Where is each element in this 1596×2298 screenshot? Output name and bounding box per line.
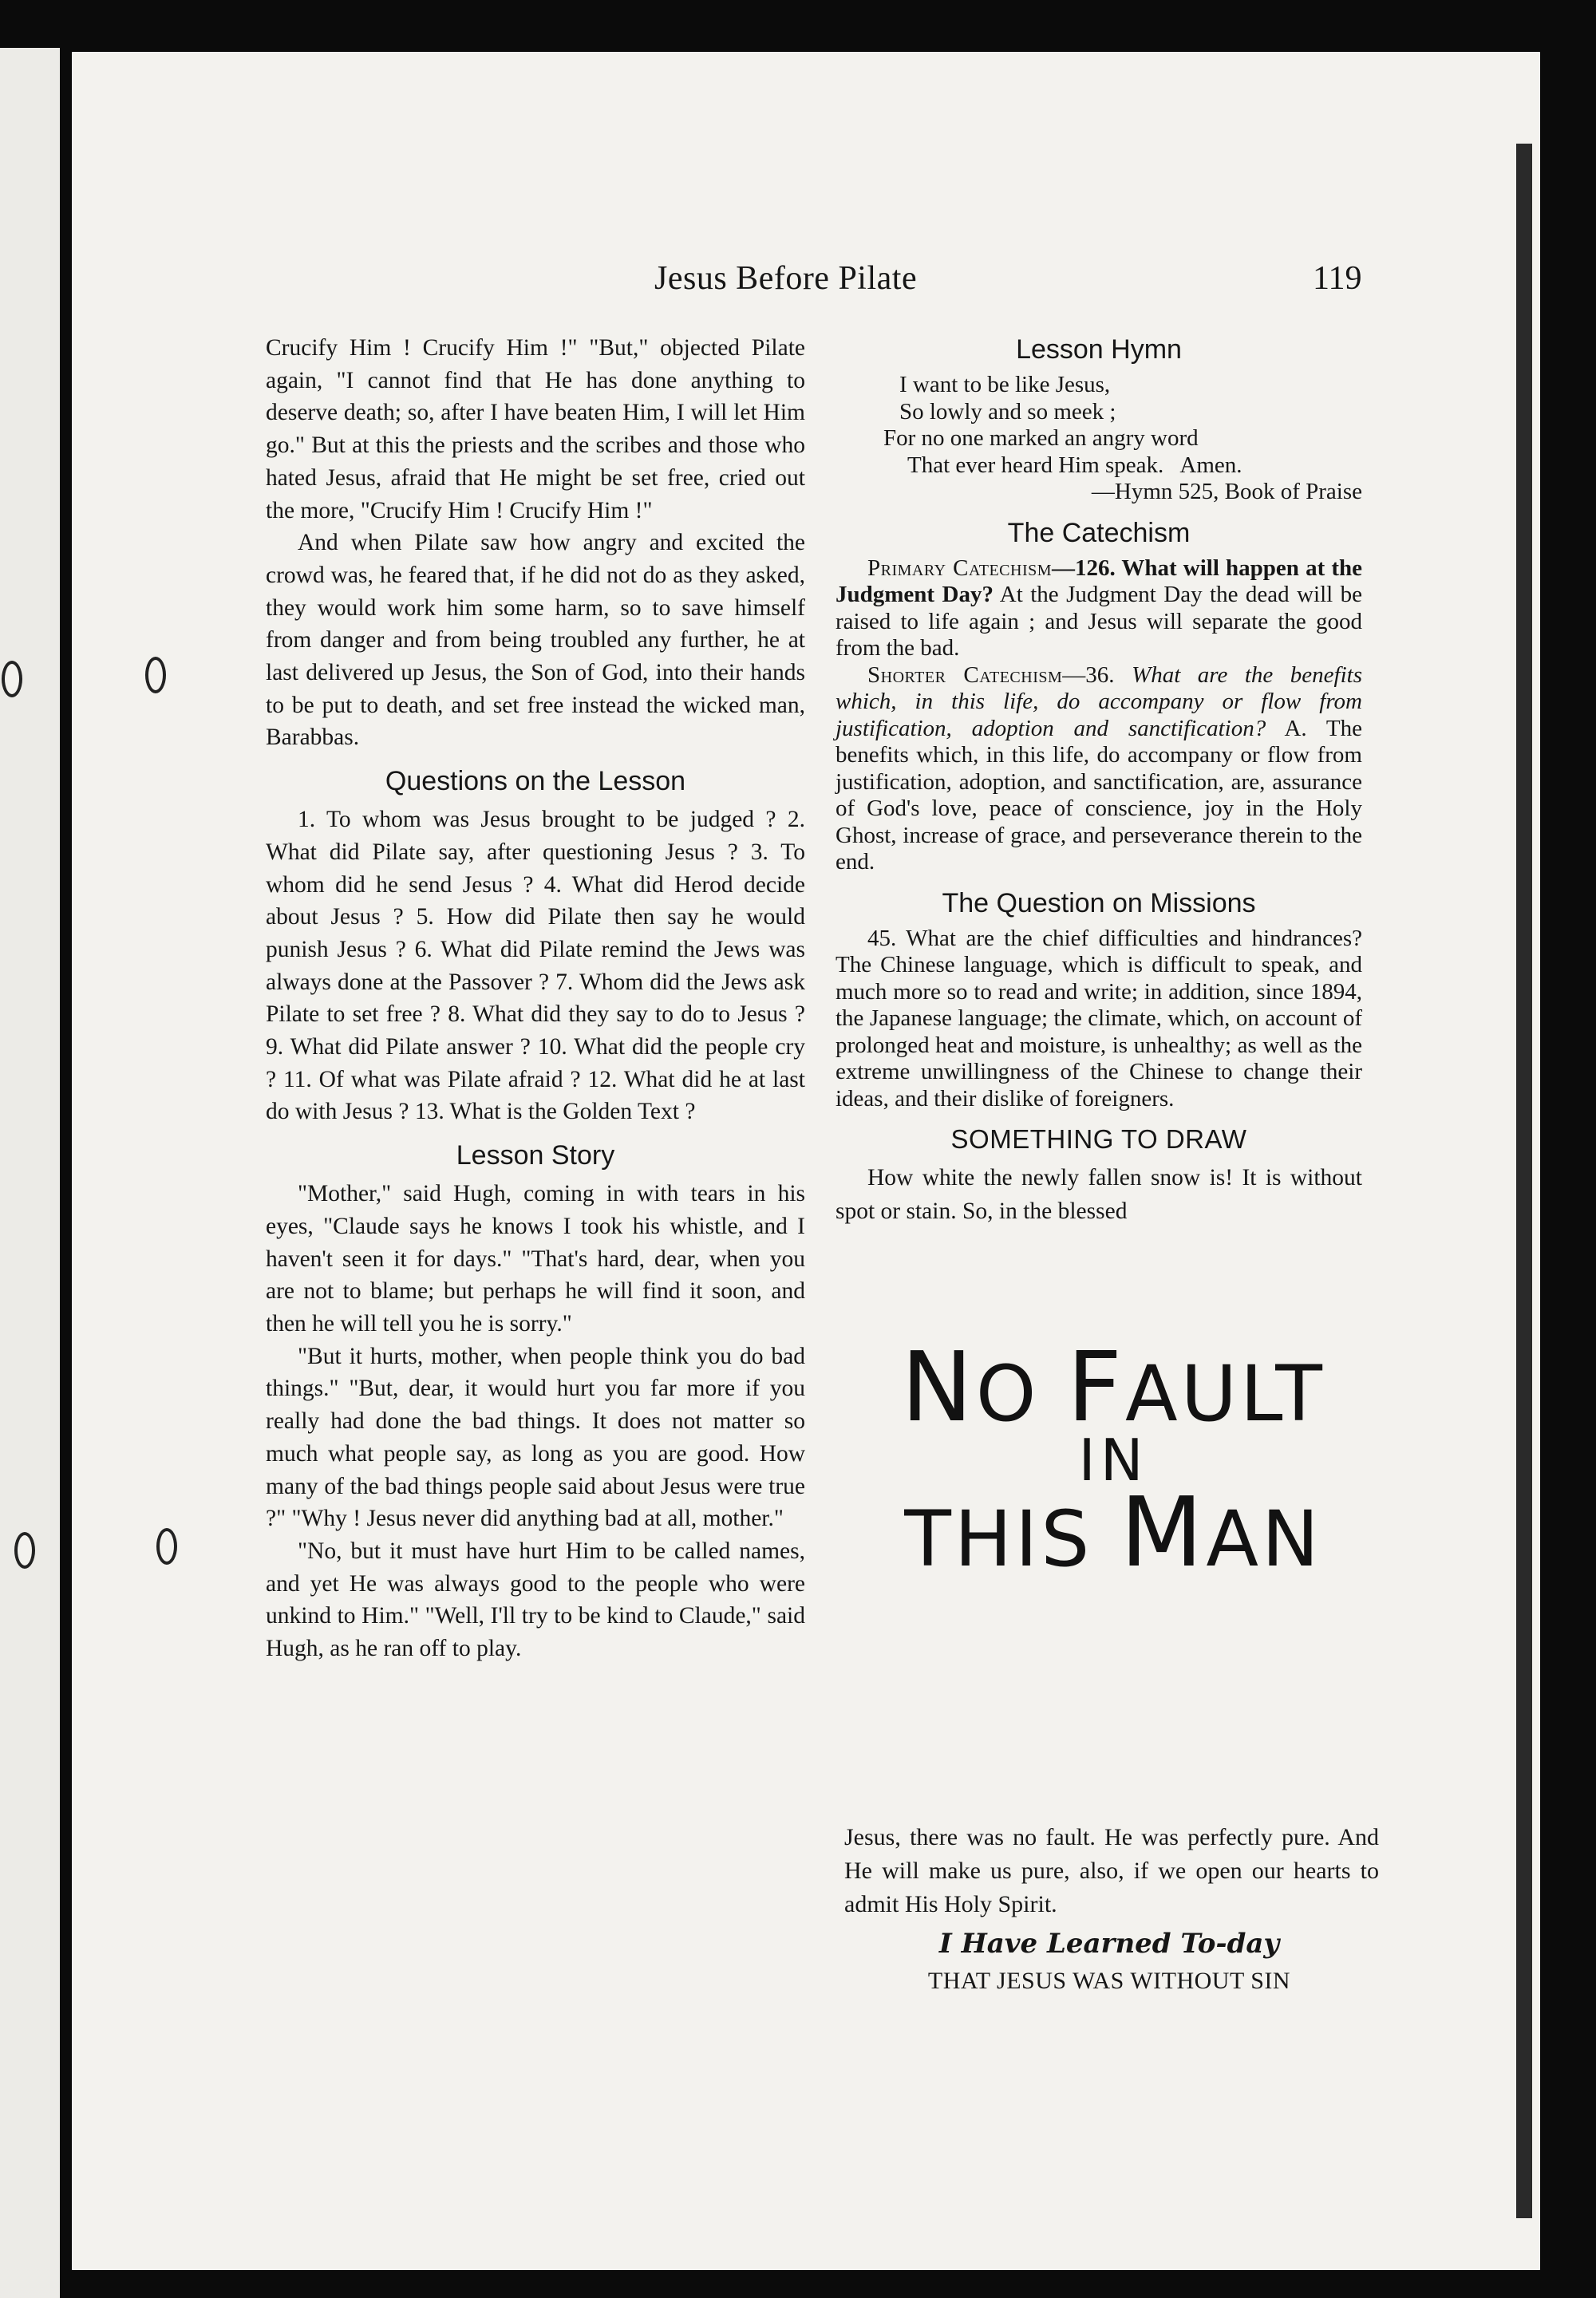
poster-line: THIS MAN (904, 1478, 1322, 1589)
hymn-line: I want to be like Jesus, (899, 372, 1111, 397)
punch-hole (2, 661, 22, 697)
shorter-catechism (836, 662, 1362, 876)
shorter-catechism-question: What are the benefits which, in this life, do accompany or flow from justification, adoption and sanctification? (836, 661, 1363, 741)
left-column (266, 332, 805, 1665)
poster-line: IN (1078, 1427, 1148, 1494)
primary-catechism-answer: At the Judgment Day the dead will be raised to life again ; and Jesus will separate the good from the bad. (836, 582, 1362, 661)
missions-text: 45. What are the chief difficulties and hindrances? The Chinese language, which is difficult to speak, and much more so to read and write; in addition, since 1894, the Japanese language; the climate, which, on account of prolonged heat and moisture, is unhealthy; as well as the extreme unwillingness of the Chinese to change their ideas, and their dislike of foreigners. (836, 925, 1362, 1111)
punch-hole (14, 1532, 35, 1569)
punch-hole (156, 1528, 177, 1565)
hymn-line: That ever heard Him speak. Amen. (907, 452, 1242, 478)
hymn-attribution: —Hymn 525, Book of Praise (1091, 479, 1362, 504)
story-heading: Lesson Story (456, 1140, 615, 1171)
draw-tail: Jesus, there was no fault. He was perfectly pure. And He will make us pure, also, if we open our hearts to admit His Holy Spirit. (844, 1824, 1379, 1917)
shorter-catechism-label: Shorter Catechism (867, 661, 1063, 688)
missions-heading: The Question on Missions (942, 887, 1256, 918)
running-title: Jesus Before Pilate (654, 260, 918, 297)
no-fault-poster (890, 1333, 1337, 1589)
hymn-line: For no one marked an angry word (883, 425, 1199, 451)
questions-text: 1. To whom was Jesus brought to be judged ? 2. What did Pilate say, after questioning Jesus ? 3. To whom did he send Jesus ? 4. What did Herod decide about Jesus ? 5. How did Pilate then say he would punish Jesus ? 6. What did Pilate remind the Jews was always done at the Passover ? 7. Whom did the Jews ask Pilate to set free ? 8. What did they say to do to Jesus ? 9. What did Pilate answer ? 10. What did the people cry ? 11. Of what was Pilate afraid ? 12. What did he at last do with Jesus ? 13. What is the Golden Text ? (266, 807, 805, 1125)
page-binding-edge (1516, 144, 1532, 2218)
story-paragraph: "But it hurts, mother, when people think you do bad things." "But, dear, it would hurt you far more if you really had done the bad things. It does not matter so much what people say, as long as you are good. How many of the bad things people said about Jesus were true ?" "Why ! Jesus never did anything bad at all, mother." (266, 1343, 805, 1532)
punch-hole (145, 657, 166, 693)
primary-catechism (836, 555, 1362, 662)
hymn (883, 372, 1362, 506)
learned-heading: I Have Learned To-day (938, 1928, 1280, 1960)
shorter-catechism-answer: A. The benefits which, in this life, do accompany or flow from justification, adoption, and sanctification, are, assurance of God's love, peace of conscience, joy in the Holy Ghost, increase of grace, and perseverance therein to the end. (836, 715, 1362, 875)
right-column (836, 334, 1362, 1228)
draw-heading: SOMETHING TO DRAW (950, 1124, 1247, 1154)
hymn-heading: Lesson Hymn (1016, 334, 1182, 365)
story-paragraph: Crucify Him ! Crucify Him !" "But," objected Pilate again, "I cannot find that He has done anything to deserve death; so, after I have beaten Him, I will let Him go." But at this the priests and the scribes and those who hated Jesus, afraid that He might be set free, cried out the more, "Crucify Him ! Crucify Him !" (266, 335, 805, 523)
story-paragraph: And when Pilate saw how angry and excited the crowd was, he feared that, if he did not do as they asked, they would work him some harm, so to save himself from danger and from being troubled any further, he at last delivered up Jesus, the Son of God, into their hands to be put to death, and set free instead the wicked man, Barabbas. (266, 530, 805, 751)
primary-catechism-label: Primary Catechism (867, 555, 1053, 581)
page-number: 119 (1313, 260, 1362, 297)
questions-heading: Questions on the Lesson (385, 766, 686, 797)
primary-catechism-question: —126. What will happen at the Judgment Day? (836, 555, 1363, 607)
story-paragraph: "No, but it must have hurt Him to be called names, and yet He was always good to the people who were unkind to Him." "Well, I'll try to be kind to Claude," said Hugh, as he ran off to play. (266, 1538, 805, 1662)
catechism-heading: The Catechism (1007, 517, 1191, 548)
story-paragraph: "Mother," said Hugh, coming in with tears in his eyes, "Claude says he knows I took his whistle, and I haven't seen it for days." "That's hard, dear, when you are not to blame; but perhaps he will find it soon, and then he will tell you he is sorry." (266, 1181, 805, 1337)
draw-intro: How white the newly fallen snow is! It is without spot or stain. So, in the blessed (836, 1164, 1362, 1224)
adjacent-page-edge (0, 48, 60, 2298)
shorter-catechism-number: —36. (1062, 661, 1115, 688)
hymn-line: So lowly and so meek ; (899, 398, 1116, 424)
learned-text: THAT JESUS WAS WITHOUT SIN (927, 1968, 1291, 1994)
poster-line: NO FAULT (901, 1333, 1325, 1443)
